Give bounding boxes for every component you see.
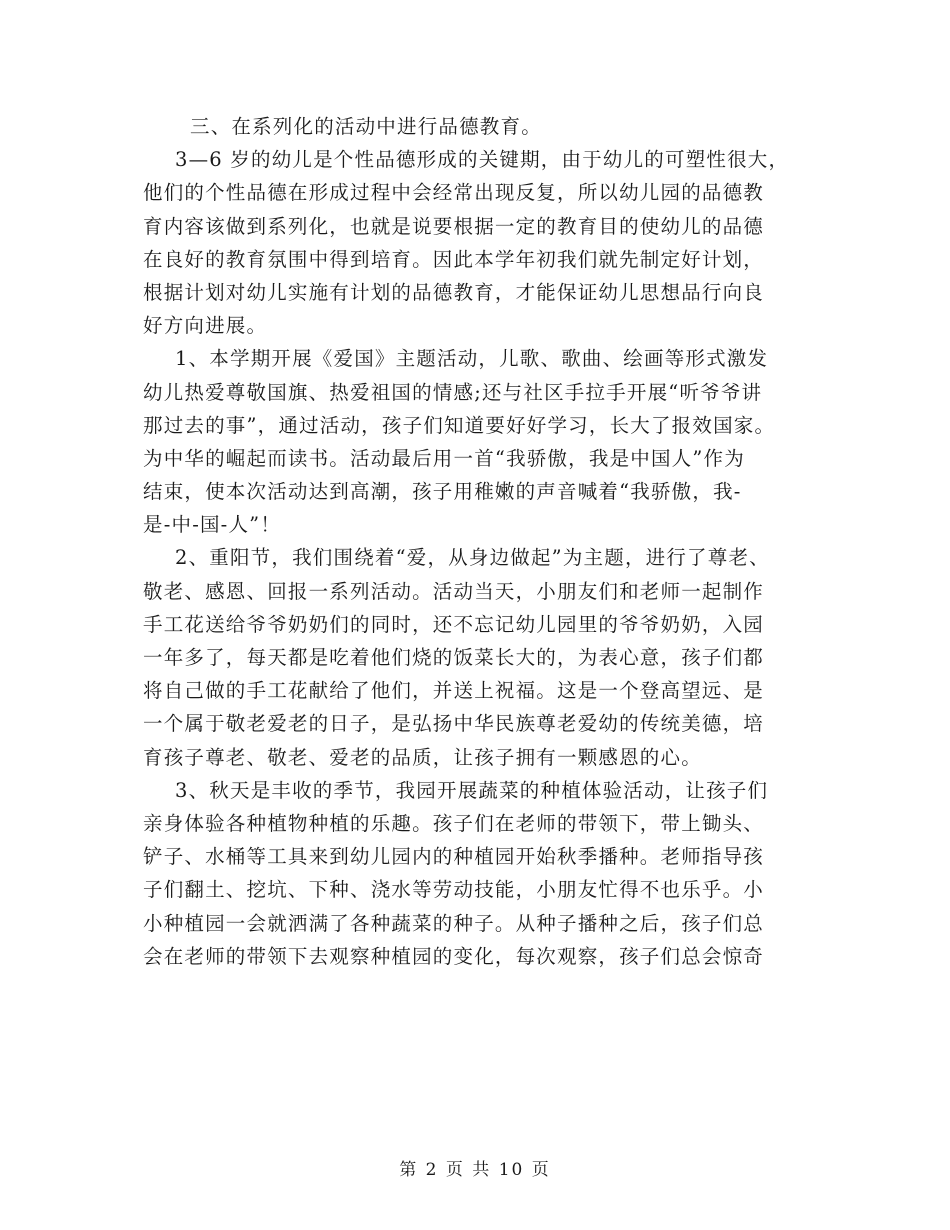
text-line: 敬老、感恩、回报一系列活动。活动当天，小朋友们和老师一起制作 [143, 579, 765, 603]
text-line: 会在老师的带领下去观察种植园的变化，每次观察，孩子们总会惊奇 [143, 944, 765, 968]
text-line: 一个属于敬老爱老的日子，是弘扬中华民族尊老爱幼的传统美德，培 [143, 712, 765, 736]
text-line: 幼儿热爱尊敬国旗、热爱祖国的情感;还与社区手拉手开展“听爷爷讲 [143, 380, 763, 404]
text-line: 一年多了，每天都是吃着他们烧的饭菜长大的，为表心意，孩子们都 [143, 646, 765, 669]
document-body [143, 110, 823, 973]
text-line: 将自己做的手工花献给了他们，并送上祝福。这是一个登高望远、是 [143, 679, 765, 703]
text-line: 根据计划对幼儿实施有计划的品德教育，才能保证幼儿思想品行向良 [143, 280, 765, 304]
text-line: 育内容该做到系列化，也就是说要根据一定的教育目的使幼儿的品德 [143, 214, 765, 238]
text-line: 3、秋天是丰收的季节，我园开展蔬菜的种植体验活动，让孩子们 [175, 778, 769, 802]
text-line: 手工花送给爷爷奶奶们的同时，还不忘记幼儿园里的爷爷奶奶，入园 [143, 612, 765, 636]
text-line: 子们翻土、挖坑、下种、浇水等劳动技能，小朋友忙得不也乐乎。小 [143, 878, 765, 902]
text-line: 2、重阳节，我们围绕着“爱，从身边做起”为主题，进行了尊老、 [175, 546, 770, 570]
text-line: 结束，使本次活动达到高潮，孩子用稚嫩的声音喊着“我骄傲，我- [143, 480, 742, 504]
paragraph-lines [143, 143, 823, 973]
text-line: 小种植园一会就洒满了各种蔬菜的种子。从种子播种之后，孩子们总 [143, 911, 765, 935]
text-line: 3—6 岁的幼儿是个性品德形成的关键期，由于幼儿的可塑性很大， [175, 148, 790, 172]
text-line: 亲身体验各种植物种植的乐趣。孩子们在老师的带领下，带上锄头、 [143, 811, 765, 835]
text-line: 育孩子尊老、敬老、爱老的品质，让孩子拥有一颗感恩的心。 [143, 745, 702, 769]
text-line: 是-中-国-人”！ [143, 513, 282, 537]
page-number-footer: 第 2 页 共 10 页 [399, 1160, 551, 1180]
text-line: 他们的个性品德在形成过程中会经常出现反复，所以幼儿园的品德教 [143, 181, 765, 205]
text-line: 为中华的崛起而读书。活动最后用一首“我骄傲，我是中国人”作为 [143, 446, 745, 470]
section-heading: 三、在系列化的活动中进行品德教育。 [190, 115, 542, 138]
text-line: 那过去的事”，通过活动，孩子们知道要好好学习，长大了报效国家。 [143, 413, 776, 437]
text-line: 铲子、水桶等工具来到幼儿园内的种植园开始秋季播种。老师指导孩 [143, 845, 765, 869]
text-line: 1、本学期开展《爱国》主题活动，儿歌、歌曲、绘画等形式激发 [175, 347, 769, 371]
text-line: 在良好的教育氛围中得到培育。因此本学年初我们就先制定好计划， [143, 247, 765, 271]
text-line: 好方向进展。 [143, 314, 268, 338]
